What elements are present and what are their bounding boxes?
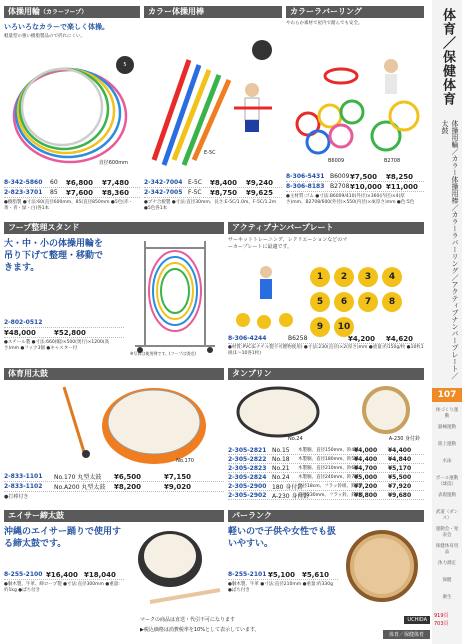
stand-image — [130, 236, 220, 356]
catch-copy: やわらか素材で屋内で踏んでも安全。 — [286, 21, 363, 26]
drum-label: No.170 — [176, 458, 194, 464]
table-row: 8-342-5860 60 ¥6,800 ¥7,480 — [4, 178, 140, 188]
footer-tab: 体育／保健体育 — [383, 630, 430, 639]
section-stick — [144, 6, 282, 216]
sidebar — [432, 0, 462, 644]
catch-copy: いろいろなカラーで楽しく体操。 — [4, 23, 109, 31]
plates-image — [228, 254, 424, 330]
side-subtitle: 体操用輪／カラー体操用棒／カラーラバーリング／アクティブナンバープレート／太鼓 — [441, 120, 459, 379]
number-plate: 6 — [334, 292, 354, 312]
side-title: 体育／保健体育 — [440, 8, 455, 106]
footer-notice-1: マークの商品は直送・代引不可になります — [140, 617, 236, 623]
section-title: カラー体操用棒 — [144, 6, 282, 18]
product-note: 軽量型の強い樹脂製品ので折れにくい。 — [4, 34, 85, 39]
label-b6009: B6009 — [328, 158, 345, 164]
sidebar-item[interactable]: 衛生 — [442, 595, 452, 600]
photo-note: ※写真は使用例です。(フープは別売) — [130, 351, 196, 356]
number-plate: 5 — [310, 292, 330, 312]
table-row: 2-833-1102 No.A200 丸型太鼓 ¥8,200 ¥9,020 — [4, 482, 224, 492]
catch-copy: サーキットトレーニング、レクリエーションなどのマーカープレートに最適です。 — [228, 237, 348, 250]
table-row: 2-802-0512 — [4, 318, 124, 328]
section-title: フープ整理スタンド — [4, 222, 224, 234]
sidebar-bottom-2[interactable]: 703頁 — [434, 621, 449, 627]
table-row: 2-823-3701 85 ¥7,600 ¥8,360 — [4, 188, 140, 198]
table-row: 2-305-2822 No.18 木製胴、直径180mm、鈴5組 ¥4,400 ¥4,840 — [228, 455, 424, 464]
label-no24: No.24 — [288, 436, 303, 442]
section-drum — [4, 368, 224, 504]
section-title: アクティブナンバープレート — [228, 222, 424, 234]
section-paranku — [228, 510, 424, 614]
section-title: 体操用輪（カラーフープ） — [4, 6, 140, 18]
sidebar-item[interactable]: 器械運動 — [438, 425, 456, 430]
section-rubber-ring — [286, 6, 424, 216]
badge-5color: 5 — [116, 56, 134, 74]
footer-notice-2: ▶税込価格は消費税率を10%として表示しています。 — [140, 627, 260, 633]
ring-image — [286, 46, 424, 166]
section-eisa-drum — [4, 510, 224, 614]
number-plate: 8 — [382, 292, 402, 312]
page-number: 107 — [432, 388, 462, 402]
spec-text: ●材質:PVC(Eナチル製不可燃物使用) ●寸法:230(直径)×2(厚さ)mm ●重量:約150g/枚 ●10枚1組(1〜10各1枚) — [228, 345, 424, 356]
section-number-plate — [228, 222, 424, 362]
tambourine-image — [228, 382, 424, 442]
section-hoop-stand — [4, 222, 224, 362]
table-row: 2-305-2821 No.15 木製胴、直径150mm、鈴4組 ¥4,000 ¥4,400 — [228, 446, 424, 455]
table-row: 8-306-4244 B6258 ¥4,200 ¥4,620 — [228, 334, 424, 344]
table-row: 8-306-5431 B6009 ¥7,500 ¥8,250 — [286, 172, 424, 182]
drum-image — [4, 382, 224, 466]
catch-copy: 大・中・小の体操用輪を吊り下げて整理・移動できます。 — [4, 239, 104, 273]
section-title: パーランク — [228, 510, 424, 522]
sidebar-item[interactable]: 体力測定 — [438, 561, 456, 566]
number-plate: 7 — [358, 292, 378, 312]
eisa-image — [130, 524, 224, 610]
spec-text: ●胴木製、牛革、締ロープ製 ●寸法:直径300mm ●重量:約1kg ●ばち付き — [4, 582, 120, 593]
spec-text: ●樹脂製 ●寸法:60(直径600mm、85(直径850mm ●5色(赤・黄・青・緑・白)各1本 — [4, 200, 133, 211]
sidebar-item[interactable]: 保健体育用品 — [435, 544, 459, 555]
label-e5c: E-5C — [204, 150, 216, 156]
table-row: 2-342-7005 F-5C ¥8,750 ¥9,625 — [144, 188, 282, 198]
sidebar-item[interactable]: 体づくり運動 — [435, 408, 459, 419]
table-row: 2-833-1101 No.170 丸型太鼓 ¥6,500 ¥7,150 — [4, 472, 224, 482]
spec-text: ●打棒付き — [4, 494, 29, 500]
table-row: 8-255-2101 ¥5,100 ¥5,610 — [228, 570, 338, 580]
catch-copy: 軽いので子供や女性でも扱いやすい。 — [228, 527, 337, 549]
paranku-image — [340, 524, 424, 610]
size-label: 直径600mm — [98, 160, 128, 166]
sidebar-item[interactable]: 武道（ダンス） — [435, 510, 459, 521]
section-hoop — [4, 6, 140, 216]
catch-copy: 沖縄のエイサー踊りで使用する締太鼓です。 — [4, 527, 122, 549]
table-row: 2-305-2902 A-230 身付鈴 直径230mm、フラッ鈴、鈴7組 ¥8,800 ¥9,680 — [228, 491, 424, 500]
spec-text: ●主材質:ゴム ●寸法:B6009/410(外径)×360(内径)×4(厚さ)mm、B2708/600(外径)×550(内径)×4(厚さ)mm ●色:5色 — [286, 194, 415, 205]
section-title: カラーラバーリング — [286, 6, 424, 18]
sidebar-item[interactable]: ボール運動（球技） — [435, 476, 459, 487]
label-b2708: B2708 — [384, 158, 401, 164]
number-plate: 9 — [310, 317, 330, 337]
table-row: 8-306-8183 B2708 ¥10,000 ¥11,000 — [286, 182, 424, 192]
number-plate: 4 — [382, 267, 402, 287]
stick-image — [144, 20, 282, 170]
sidebar-item[interactable]: 保健 — [442, 578, 452, 583]
table-row: 2-305-2900 180 身付鈴 全径18cm、フラッ鈴組、鈴7組 ¥7,200 ¥7,920 — [228, 482, 424, 491]
section-title: 体育用太鼓 — [4, 368, 224, 380]
spec-text: ●スチール製 ●寸法:660(幅)×500(奥行)×1200(高さ)mm ●フック3個 ●キャスター付 — [4, 340, 110, 351]
spec-text: ●プナ合板製 ●寸法:直径30mm、長さ:E-5C/1.0m、F-5C/1.2m ●5色各1本 — [144, 200, 277, 211]
sidebar-item[interactable]: 表現運動 — [438, 493, 456, 498]
number-plate: 10 — [334, 317, 354, 337]
table-row: 2-342-7004 E-5C ¥8,400 ¥9,240 — [144, 178, 282, 188]
sidebar-item[interactable]: 水泳 — [442, 459, 452, 464]
number-plate: 3 — [358, 267, 378, 287]
label-a230: A-230 身付鈴 — [388, 436, 420, 442]
table-row: 2-305-2824 No.24 木製胴、直径240mm、鈴7組 ¥5,000 ¥5,500 — [228, 473, 424, 482]
section-title: エイサー締太鼓 — [4, 510, 224, 522]
table-row: 8-255-2100 ¥16,400 ¥18,040 — [4, 570, 124, 580]
spec-text: ●胴木製、牛革 ●寸法:直径210mm ●重量:約330g ●ばち付き — [228, 582, 333, 593]
number-plate: 1 — [310, 267, 330, 287]
sidebar-bottom-1[interactable]: 919頁 — [434, 613, 449, 619]
section-tambourine — [228, 368, 424, 504]
sidebar-item[interactable]: 運動会・発表会 — [435, 527, 459, 538]
table-row: 2-305-2823 No.21 木製胴、直径210mm、鈴6組 ¥4,700 ¥5,170 — [228, 464, 424, 473]
footer — [140, 616, 430, 642]
number-plate: 2 — [334, 267, 354, 287]
sidebar-item[interactable]: 陸上運動 — [438, 442, 456, 447]
section-title: タンブリン — [228, 368, 424, 380]
table-row: ¥48,000 ¥52,800 — [4, 328, 124, 338]
brand-logo: UCHIDA — [404, 616, 430, 624]
